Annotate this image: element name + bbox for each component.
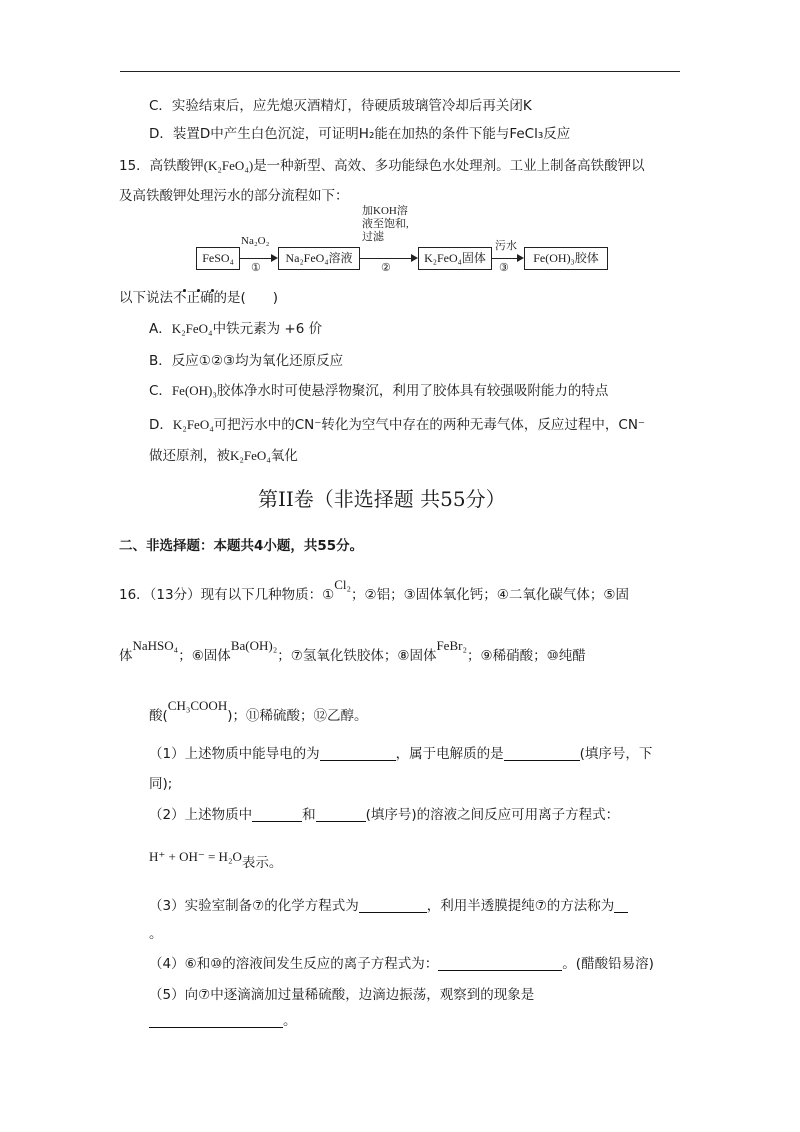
q16-sub3 — [149, 897, 628, 915]
flow-step2-line2: 液至饱和, — [362, 218, 409, 230]
q15-c-label: C． — [149, 383, 172, 399]
q16-s2-a: （2）上述物质中 — [149, 807, 253, 823]
flow-step1-number: ① — [251, 262, 261, 274]
q16-sub5: （5）向⑦中逐滴滴加过量稀硫酸，边滴边振荡，观察到的现象是 — [149, 987, 535, 1003]
q15-a-text: 中铁元素为 +6 价 — [212, 321, 323, 337]
q16-formula-febr2: FeBr₂ — [436, 638, 467, 653]
q15-option-c — [149, 382, 608, 400]
q16-formula-cl2: Cl₂ — [334, 577, 352, 592]
q15-d2-formula: K₂FeO₄ — [230, 448, 271, 463]
flow-arrowhead-2 — [411, 254, 418, 262]
answer-blank[interactable] — [149, 1013, 283, 1028]
flow-arrowhead-1 — [271, 254, 278, 262]
q16-line2-post: ；⑨稀硝酸；⑩纯醋 — [467, 648, 586, 664]
q16-sub4 — [149, 955, 654, 973]
q15-a-formula: K₂FeO₄ — [171, 321, 213, 336]
flow-step3-number: ③ — [499, 262, 509, 274]
flow-step3-reagent: 污水 — [495, 240, 517, 252]
q16-sub5-answer — [149, 1012, 297, 1030]
q16-s3-a: （3）实验室制备⑦的化学方程式为 — [149, 898, 359, 914]
q16-s2-eq-post: 表示。 — [241, 855, 283, 871]
q15-line2: 及高铁酸钾处理污水的部分流程如下： — [119, 188, 349, 204]
q15-option-d — [149, 416, 645, 434]
q15-c-formula: Fe(OH)₃ — [171, 383, 217, 398]
option-c: C．实验结束后，应先熄灭酒精灯，待硬质玻璃管冷却后再关闭K — [149, 98, 532, 114]
top-rule — [120, 71, 680, 72]
q16-sub1 — [149, 745, 652, 763]
flow-box-feso4: FeSO₄ — [196, 247, 240, 270]
q16-s3-end: 。 — [149, 926, 163, 942]
q16-s1-cont: 同); — [149, 776, 173, 792]
q16-s3-b: ，利用半透膜提纯⑦的方法称为 — [426, 898, 615, 914]
q16-line2 — [119, 637, 586, 665]
q16-line3-post: )；⑪稀硫酸；⑫乙醇。 — [227, 708, 368, 724]
q15-c-text: 胶体净水时可使悬浮物聚沉，利用了胶体具有较强吸附能力的特点 — [216, 383, 609, 399]
q16-formula-nahso4: NaHSO₄ — [132, 638, 179, 653]
q15-d-label: D． — [149, 417, 173, 433]
flow-arrow-1 — [239, 258, 271, 259]
q16-s2-equation: H⁺ + OH⁻ = H₂O — [149, 849, 242, 864]
q16-line1-pre: 16．（13分）现有以下几种物质：① — [119, 587, 335, 603]
answer-blank[interactable] — [614, 898, 628, 913]
answer-blank[interactable] — [504, 746, 580, 761]
q16-s2-equation-line — [149, 848, 282, 872]
q15-d2-pre: 做还原剂，被 — [149, 448, 230, 464]
q15-line1 — [119, 157, 645, 175]
option-d: D．装置D中产生白色沉淀，可证明H₂能在加热的条件下能与FeCl₃反应 — [149, 126, 571, 142]
q16-line2-pre: 体 — [119, 648, 133, 664]
flow-arrow-2 — [359, 258, 411, 259]
flow-step2-reagent — [362, 205, 409, 244]
answer-blank[interactable] — [316, 807, 366, 822]
part2-section: 二、非选择题：本题共4小题，共55分。 — [119, 538, 364, 554]
flow-step2-line3: 过滤 — [362, 231, 384, 243]
answer-blank[interactable] — [438, 956, 562, 971]
flow-step2-number: ② — [381, 262, 391, 274]
q15-d-text: 可把污水中的CN⁻转化为空气中存在的两种无毒气体，反应过程中，CN⁻ — [213, 417, 646, 433]
q16-line1-post: ；②铝；③固体氧化钙；④二氧化碳气体；⑤固 — [351, 587, 629, 603]
q16-line3-pre: 酸( — [149, 708, 168, 724]
q16-line1 — [119, 576, 629, 604]
answer-blank[interactable] — [320, 746, 396, 761]
q15-option-a — [149, 320, 322, 338]
q16-line2-mid2: ；⑦氢氧化铁胶体；⑧固体 — [277, 648, 437, 664]
q15-option-b: B．反应①②③均为氧化还原反应 — [149, 353, 344, 369]
q15-a-label: A． — [149, 321, 172, 337]
q15-formula-k2feo4: (K₂FeO₄) — [203, 158, 254, 173]
flow-box-fe-oh-3: Fe(OH)₃胶体 — [524, 247, 608, 270]
q15-line1-a: 15．高铁酸钾 — [119, 158, 204, 174]
q16-line2-mid1: ；⑥固体 — [178, 648, 231, 664]
q16-s5-b: 。 — [283, 1013, 297, 1029]
q15-d-formula: K₂FeO₄ — [172, 417, 214, 432]
flow-arrowhead-3 — [517, 254, 524, 262]
q16-s4-a: （4）⑥和⑩的溶液间发生反应的离子方程式为： — [149, 956, 439, 972]
q16-sub2 — [149, 806, 619, 824]
part2-title: 第II卷（非选择题 共55分） — [258, 487, 506, 511]
q15-prompt: 以下说法不正确的是( ) — [119, 290, 279, 306]
flow-step1-reagent: Na₂O₂ — [241, 235, 270, 247]
answer-blank[interactable] — [252, 807, 302, 822]
flow-arrow-3 — [491, 258, 517, 259]
q15-line1-b: 是一种新型、高效、多功能绿色水处理剂。工业上制备高铁酸钾以 — [253, 158, 645, 174]
q16-s2-c: (填序号)的溶液之间反应可用离子方程式： — [365, 807, 620, 823]
q15-d2-post: 氧化 — [270, 448, 298, 464]
q16-s1-a: （1）上述物质中能导电的为 — [149, 746, 320, 762]
flow-step2-line1: 加KOH溶 — [362, 205, 408, 217]
q16-s4-b: 。(醋酸铅易溶) — [562, 956, 654, 972]
q16-s2-b: 和 — [302, 807, 316, 823]
q16-s1-b: ，属于电解质的是 — [395, 746, 504, 762]
answer-blank[interactable] — [359, 898, 427, 913]
q16-s1-c: (填序号，下 — [579, 746, 653, 762]
q15-option-d-line2 — [149, 447, 298, 465]
q16-formula-ch3cooh: CH₃COOH — [167, 698, 228, 713]
flow-box-na2feo4: Na₂FeO₄溶液 — [278, 247, 360, 270]
q16-line3 — [149, 697, 368, 725]
q16-formula-baoh2: Ba(OH)₂ — [230, 638, 278, 653]
flow-box-k2feo4: K₂FeO₄固体 — [418, 247, 492, 270]
